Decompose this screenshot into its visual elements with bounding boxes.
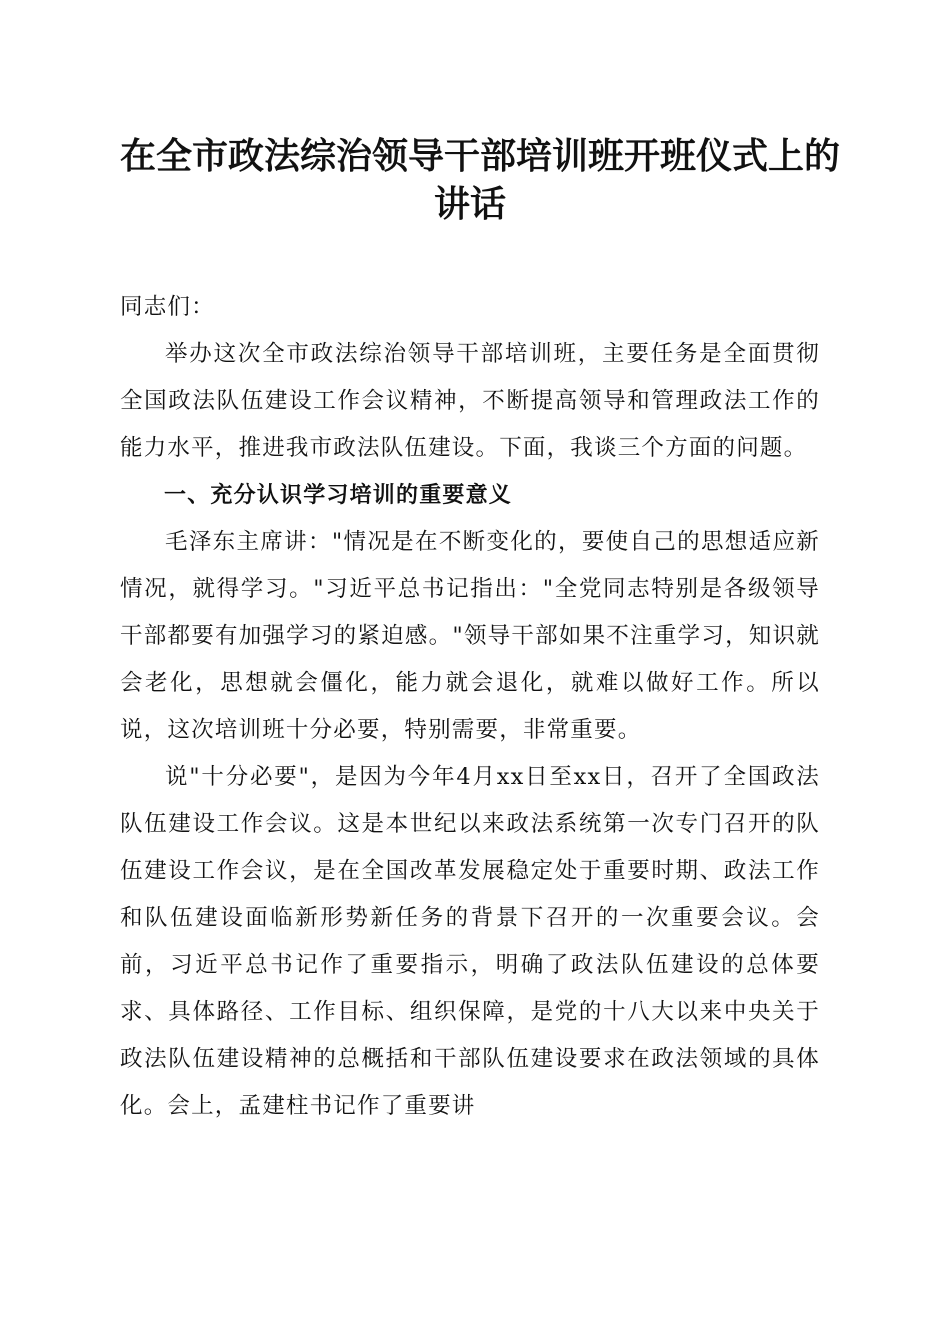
document-body xyxy=(120,284,820,1130)
paragraph-quote: 毛泽东主席讲："情况是在不断变化的，要使自己的思想适应新情况，就得学习。"习近平总书记指出："全党同志特别是各级领导干部都要有加强学习的紧迫感。"领导干部如果不注重学习，知识就会老化，思想就会僵化，能力就会退化，就难以做好工作。所以说，这次培训班十分必要，特别需要，非常重要。 xyxy=(120,529,820,743)
section-heading-1: 一、充分认识学习培训的重要意义 xyxy=(164,483,513,508)
paragraph-intro: 举办这次全市政法综治领导干部培训班，主要任务是全面贯彻全国政法队伍建设工作会议精神，不断提高领导和管理政法工作的能力水平，推进我市政法队伍建设。下面，我谈三个方面的问题。 xyxy=(120,341,820,461)
salutation: 同志们： xyxy=(120,294,215,320)
title-line-1: 在全市政法综治领导干部培训班开班仪式上的 xyxy=(120,135,841,177)
paragraph-necessity: 说"十分必要"，是因为今年4月xx日至xx日，召开了全国政法队伍建设工作会议。这是本世纪以来政法系统第一次专门召开的队伍建设工作会议，是在全国改革发展稳定处于重要时期、政法工作和队伍建设面临新形势新任务的背景下召开的一次重要会议。会前，习近平总书记作了重要指示，明确了政法队伍建设的总体要求、具体路径、工作目标、组织保障，是党的十八大以来中央关于政法队伍建设精神的总概括和干部队伍建设要求在政法领域的具体化。会上，孟建柱书记作了重要讲 xyxy=(120,764,820,1119)
title-line-2: 讲话 xyxy=(433,183,506,225)
document-title xyxy=(120,132,841,228)
